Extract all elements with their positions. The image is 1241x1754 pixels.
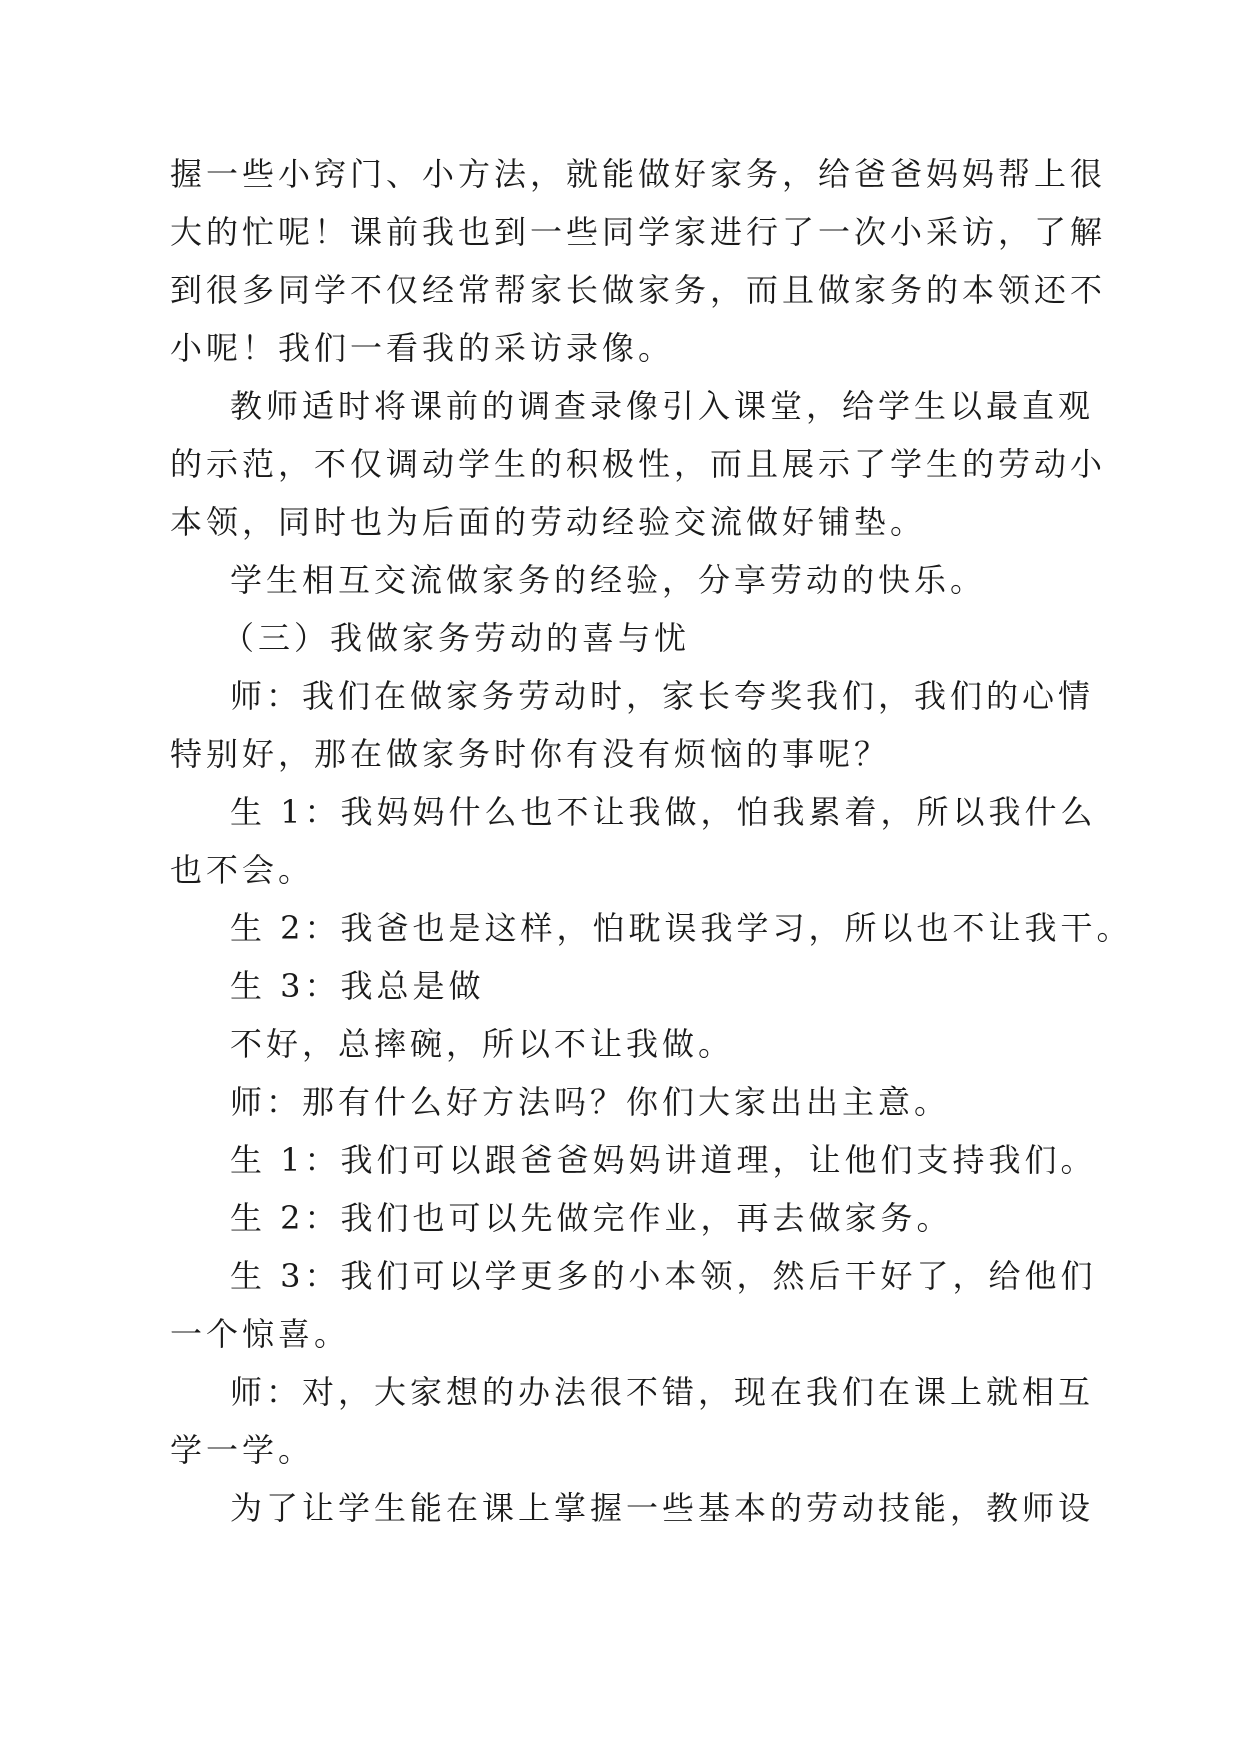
- text-line: 特别好，那在做家务时你有没有烦恼的事呢？: [170, 735, 891, 773]
- text-line: 一个惊喜。: [170, 1315, 351, 1353]
- text-line: 学一学。: [170, 1431, 315, 1469]
- text-line: 到很多同学不仅经常帮家长做家务，而且做家务的本领还不: [170, 271, 1107, 309]
- text-line: 生 2：我爸也是这样，怕耽误我学习，所以也不让我干。: [230, 909, 1133, 947]
- text-line: 师：我们在做家务劳动时，家长夸奖我们，我们的心情: [230, 677, 1095, 715]
- text-line: 生 3：我们可以学更多的小本领，然后干好了，给他们: [230, 1257, 1097, 1295]
- text-line: 为了让学生能在课上掌握一些基本的劳动技能，教师设: [230, 1489, 1095, 1527]
- text-line: 学生相互交流做家务的经验，分享劳动的快乐。: [230, 561, 987, 599]
- text-line: 本领，同时也为后面的劳动经验交流做好铺垫。: [170, 503, 927, 541]
- text-line: 教师适时将课前的调查录像引入课堂，给学生以最直观: [230, 387, 1095, 425]
- text-line: 生 2：我们也可以先做完作业，再去做家务。: [230, 1199, 953, 1237]
- text-line: 生 3：我总是做: [230, 967, 485, 1005]
- text-line: 也不会。: [170, 851, 315, 889]
- text-line: 师：对，大家想的办法很不错，现在我们在课上就相互: [230, 1373, 1095, 1411]
- text-line: 大的忙呢！课前我也到一些同学家进行了一次小采访，了解: [170, 213, 1107, 251]
- text-line: 的示范，不仅调动学生的积极性，而且展示了学生的劳动小: [170, 445, 1107, 483]
- text-line: 生 1：我们可以跟爸爸妈妈讲道理，让他们支持我们。: [230, 1141, 1097, 1179]
- text-line: 握一些小窍门、小方法，就能做好家务，给爸爸妈妈帮上很: [170, 155, 1107, 193]
- section-heading: （三）我做家务劳动的喜与忧: [222, 619, 691, 657]
- text-line: 生 1：我妈妈什么也不让我做，怕我累着，所以我什么: [230, 793, 1097, 831]
- text-line: 师：那有什么好方法吗？你们大家出出主意。: [230, 1083, 951, 1121]
- text-line: 小呢！我们一看我的采访录像。: [170, 329, 675, 367]
- text-line: 不好，总摔碗，所以不让我做。: [230, 1025, 735, 1063]
